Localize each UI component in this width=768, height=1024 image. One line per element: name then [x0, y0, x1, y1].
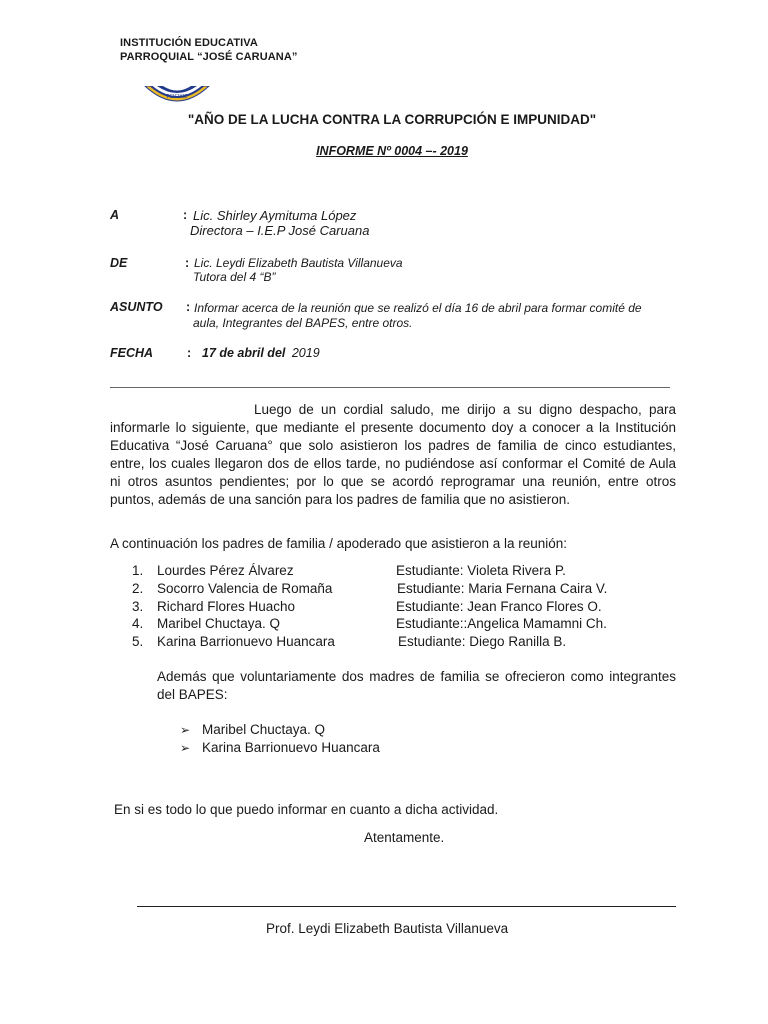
field-de-sender-title: Tutora del 4 “B”: [193, 270, 276, 284]
list-item-number: 5.: [132, 634, 144, 649]
list-item-student: Estudiante: Diego Ranilla B.: [398, 634, 567, 649]
fecha-bold-part: 17 de abril del: [202, 346, 286, 360]
list-item-parent: Richard Flores Huacho: [157, 599, 296, 614]
arrow-bullet-icon: ➢: [180, 723, 191, 737]
list-item-number: 2.: [132, 581, 144, 596]
school-logo: [143, 86, 211, 108]
field-fecha-colon: :: [187, 346, 192, 360]
field-de-colon: :: [185, 256, 190, 270]
field-de-sender-name: Lic. Leydi Elizabeth Bautista Villanueva: [194, 256, 403, 270]
header-separator: [110, 387, 670, 388]
field-a-colon: :: [183, 208, 188, 222]
field-asunto-line2: aula, Integrantes del BAPES, entre otros.: [193, 316, 413, 330]
list-item-number: 4.: [132, 616, 144, 631]
list-item-parent: Lourdes Pérez Álvarez: [157, 563, 294, 578]
field-a-recipient-title: Directora – I.E.P José Caruana: [190, 223, 370, 238]
field-a-recipient-name: Lic. Shirley Aymituma López: [193, 208, 357, 223]
attendees-intro: A continuación los padres de familia / apoderado que asistieron a la reunión:: [110, 536, 568, 551]
field-fecha-label: FECHA: [110, 346, 154, 360]
field-asunto-label: ASUNTO: [110, 300, 163, 314]
report-title-text: INFORME Nº 0004 –- 2019: [316, 144, 468, 158]
field-fecha-value: [202, 346, 320, 360]
signature-name: Prof. Leydi Elizabeth Bautista Villanueva: [266, 921, 509, 936]
signature-line: [137, 906, 676, 907]
list-item-parent: Karina Barrionuevo Huancara: [157, 634, 335, 649]
field-de-label: DE: [110, 256, 128, 270]
list-item-student: Estudiante: Jean Franco Flores O.: [396, 599, 602, 614]
volunteer-name: Karina Barrionuevo Huancara: [202, 740, 380, 755]
list-item-number: 3.: [132, 599, 144, 614]
regards: Atentamente.: [364, 830, 445, 845]
list-item-number: 1.: [132, 563, 144, 578]
volunteer-name: Maribel Chuctaya. Q: [202, 722, 326, 737]
year-motto: "AÑO DE LA LUCHA CONTRA LA CORRUPCIÓN E IMPUNIDAD": [187, 112, 597, 127]
list-item-student: Estudiante: Violeta Rivera P.: [396, 563, 566, 578]
logo-text: PCICIYIC: [166, 94, 188, 100]
field-asunto-line1: Informar acerca de la reunión que se realizó el día 16 de abril para formar comité de: [194, 301, 642, 315]
fecha-year: 2019: [291, 346, 320, 360]
list-item-student: Estudiante: Maria Fernana Caira V.: [397, 581, 608, 596]
field-a-label: A: [110, 208, 120, 222]
institution-name-line1: INSTITUCIÓN EDUCATIVA: [120, 37, 258, 49]
report-title: [0, 144, 768, 158]
institution-name-line2: PARROQUIAL “JOSÉ CARUANA”: [120, 51, 298, 63]
arrow-bullet-icon: ➢: [180, 741, 191, 755]
list-item-parent: Socorro Valencia de Romaña: [157, 581, 333, 596]
list-item-parent: Maribel Chuctaya. Q: [157, 616, 281, 631]
field-asunto-colon: :: [186, 300, 191, 314]
list-item-student: Estudiante::Angelica Mamamni Ch.: [396, 616, 607, 631]
closing-statement: En si es todo lo que puedo informar en cuanto a dicha actividad.: [114, 802, 499, 817]
body-paragraph-1: Luego de un cordial saludo, me dirijo a su digno despacho, para informarle lo siguiente, que mediante el presente documento doy a conocer a la Institución Educativa “José Caruana° que solo asistieron los padres de familia de cinco estudiantes, entre, los cuales llegaron dos de ellos tarde, no pudiéndose así conformar el Comité de Aula ni otros asuntos pendientes; por lo que se acordó reprogramar una reunión, entre otros puntos, además de una sanción para los padres de familia que no asistieron.: [110, 402, 676, 507]
body-paragraph-2: Además que voluntariamente dos madres de familia se ofrecieron como integrantes del BAPES:: [157, 669, 676, 702]
